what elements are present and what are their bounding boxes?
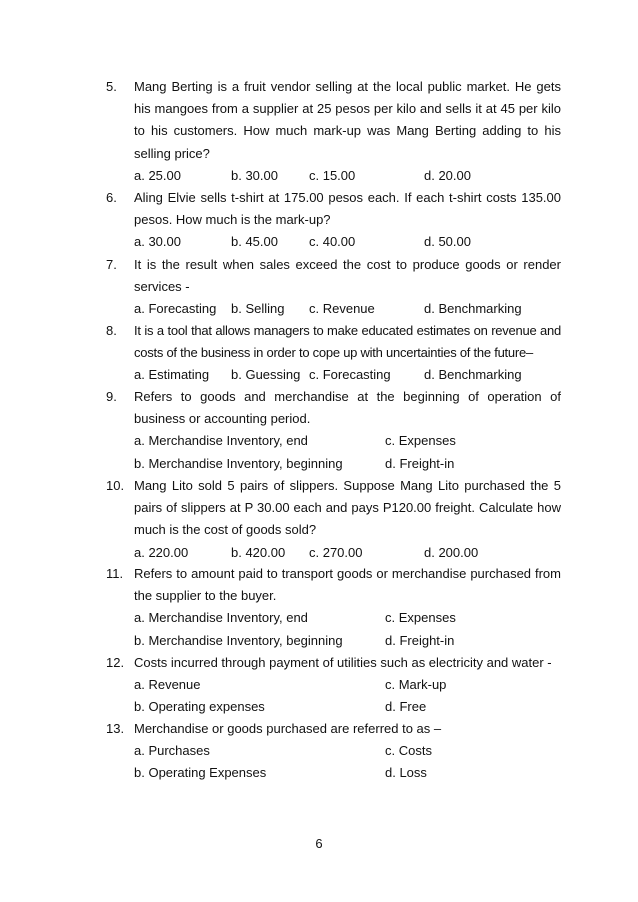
question-number: 11. [106,566,124,581]
question-number: 8. [106,323,117,338]
option-c[interactable]: c. Mark-up [385,677,447,693]
question-text: Mang Lito sold 5 pairs of slippers. Suppose Mang Lito purchased the 5 pairs of slippers at P 30.00 each and pays P120.00 freight. Calculate how much is the cost of goods sold? [134,478,561,538]
option-row [134,696,561,718]
question-8 [106,320,561,387]
option-a[interactable]: a. Estimating [134,367,210,383]
question-text: It is a tool that allows managers to make educated estimates on revenue and costs of the business in order to cope up with uncertainties of the future– [134,323,561,361]
option-d[interactable]: d. Benchmarking [424,367,522,383]
question-11 [106,563,561,652]
question-number: 12. [106,655,125,670]
question-number: 6. [106,190,117,205]
option-b[interactable]: b. 30.00 [231,167,278,183]
option-a[interactable]: a. Purchases [134,743,210,759]
question-9 [106,386,561,475]
question-number: 10. [106,478,125,493]
option-a[interactable]: a. 30.00 [134,234,181,250]
option-row [134,762,561,784]
option-b[interactable]: b. 420.00 [231,544,286,560]
option-d[interactable]: d. Benchmarking [424,301,522,317]
question-7 [106,254,561,321]
question-number: 13. [106,721,125,736]
option-b[interactable]: b. Merchandise Inventory, beginning [134,632,343,648]
option-row [134,674,561,696]
option-c[interactable]: c. 15.00 [309,167,356,183]
option-a[interactable]: a. 25.00 [134,167,181,183]
option-d[interactable]: d. 50.00 [424,234,471,250]
option-row [134,231,561,253]
option-b[interactable]: b. Guessing [231,367,301,383]
question-text: Refers to amount paid to transport goods or merchandise purchased from the supplier to the buyer. [134,566,561,604]
option-row [134,630,561,652]
option-row [134,453,561,475]
option-b[interactable]: b. 45.00 [231,234,278,250]
question-text: Aling Elvie sells t-shirt at 175.00 pesos each. If each t-shirt costs 135.00 pesos. How much is the mark-up? [134,190,561,228]
page-number: 6 [315,836,323,851]
question-text: Merchandise or goods purchased are referred to as – [134,721,442,736]
option-c[interactable]: c. Forecasting [309,367,391,383]
option-row [134,607,561,629]
question-number: 7. [106,257,117,272]
option-a[interactable]: a. Forecasting [134,301,217,317]
option-d[interactable]: d. 20.00 [424,167,471,183]
option-a[interactable]: a. Merchandise Inventory, end [134,610,308,626]
question-text: Costs incurred through payment of utilities such as electricity and water - [134,655,552,670]
question-13 [106,718,561,785]
option-d[interactable]: d. Free [385,699,427,715]
option-c[interactable]: c. 40.00 [309,234,356,250]
option-a[interactable]: a. Revenue [134,677,201,693]
option-d[interactable]: d. 200.00 [424,544,479,560]
question-text: Refers to goods and merchandise at the beginning of operation of business or accounting period. [134,389,561,427]
option-c[interactable]: c. Costs [385,743,432,759]
option-c[interactable]: c. Expenses [385,433,456,449]
option-d[interactable]: d. Freight-in [385,632,455,648]
option-row [134,430,561,452]
option-row [134,165,561,187]
option-a[interactable]: a. 220.00 [134,544,189,560]
question-text: It is the result when sales exceed the cost to produce goods or render services - [134,257,561,295]
question-5 [106,76,561,187]
question-number: 9. [106,389,117,404]
question-12 [106,652,561,719]
option-row [134,298,561,320]
option-a[interactable]: a. Merchandise Inventory, end [134,433,308,449]
question-6 [106,187,561,254]
option-c[interactable]: c. 270.00 [309,544,363,560]
option-row [134,364,561,386]
question-10 [106,475,561,564]
option-d[interactable]: d. Loss [385,765,427,781]
question-text: Mang Berting is a fruit vendor selling at the local public market. He gets his mangoes from a supplier at 25 pesos per kilo and sells it at 45 per kilo to his customers. How much mark-up was Mang Berting adding to his selling price? [134,79,561,161]
option-c[interactable]: c. Expenses [385,610,456,626]
option-b[interactable]: b. Merchandise Inventory, beginning [134,455,343,471]
question-number: 5. [106,79,117,94]
option-c[interactable]: c. Revenue [309,301,375,317]
option-d[interactable]: d. Freight-in [385,455,455,471]
option-row [134,740,561,762]
option-b[interactable]: b. Operating Expenses [134,765,267,781]
option-row [134,542,561,564]
option-b[interactable]: b. Selling [231,301,285,317]
option-b[interactable]: b. Operating expenses [134,699,265,715]
